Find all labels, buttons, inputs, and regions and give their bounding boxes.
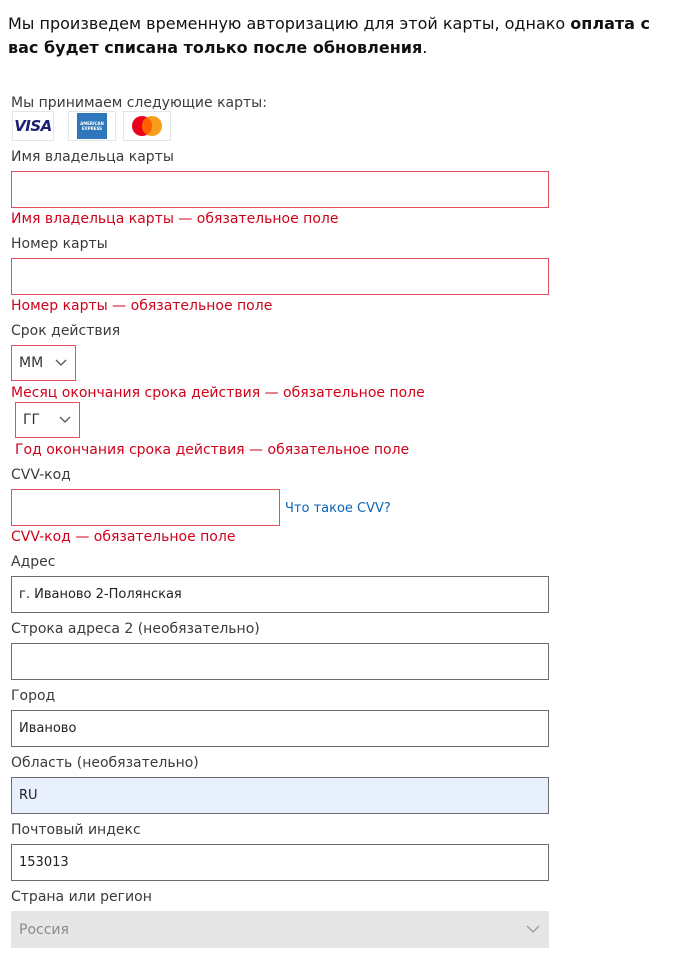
address2-input[interactable] <box>11 643 549 680</box>
chevron-down-icon <box>55 359 67 367</box>
what-is-cvv-link[interactable]: Что такое CVV? <box>285 501 391 516</box>
address-label: Адрес <box>11 554 56 570</box>
country-label: Страна или регион <box>11 889 152 905</box>
card-number-label: Номер карты <box>11 236 108 252</box>
expiry-year-error: Год окончания срока действия — обязательное поле <box>15 442 410 458</box>
mastercard-logo <box>123 111 171 141</box>
cvv-error: CVV-код — обязательное поле <box>11 529 236 545</box>
chevron-down-icon <box>526 925 540 934</box>
expiry-month-error: Месяц окончания срока действия — обязательное поле <box>11 385 425 401</box>
country-value: Россия <box>19 921 69 938</box>
expiry-year-select[interactable] <box>15 402 80 438</box>
address-input[interactable]: г. Иваново 2-Полянская <box>11 576 549 613</box>
card-number-input[interactable] <box>11 258 549 295</box>
amex-card-logo <box>68 111 116 141</box>
mastercard-icon <box>128 114 166 138</box>
chevron-down-icon <box>59 416 71 424</box>
region-input[interactable]: RU <box>11 777 549 814</box>
expiry-label: Срок действия <box>11 323 121 339</box>
cardholder-input[interactable] <box>11 171 549 208</box>
notice-bold-text: оплата с вас будет списана только после обновления <box>8 14 650 57</box>
cardholder-label: Имя владельца карты <box>11 149 174 165</box>
visa-card-logo <box>12 111 54 141</box>
authorization-notice <box>8 12 676 60</box>
expiry-year-value: ГГ <box>23 412 41 428</box>
postal-code-label: Почтовый индекс <box>11 822 141 838</box>
accepted-cards-label: Мы принимаем следующие карты: <box>11 95 267 111</box>
cvv-label: CVV-код <box>11 467 71 483</box>
cardholder-error: Имя владельца карты — обязательное поле <box>11 211 339 227</box>
cvv-input[interactable] <box>11 489 280 526</box>
postal-code-input[interactable]: 153013 <box>11 844 549 881</box>
notice-end: . <box>422 38 428 57</box>
expiry-month-value: ММ <box>19 355 44 371</box>
city-label: Город <box>11 688 56 704</box>
region-label: Область (необязательно) <box>11 755 199 771</box>
address2-label: Строка адреса 2 (необязательно) <box>11 621 260 637</box>
city-input[interactable]: Иваново <box>11 710 549 747</box>
expiry-month-select[interactable] <box>11 345 76 381</box>
notice-text: Мы произведем временную авторизацию для этой карты, однако <box>8 14 571 33</box>
country-select[interactable] <box>11 911 549 948</box>
amex-logo-text: AMERICAN EXPRESS <box>80 121 104 131</box>
visa-logo-text: VISA <box>14 117 52 135</box>
card-number-error: Номер карты — обязательное поле <box>11 298 273 314</box>
